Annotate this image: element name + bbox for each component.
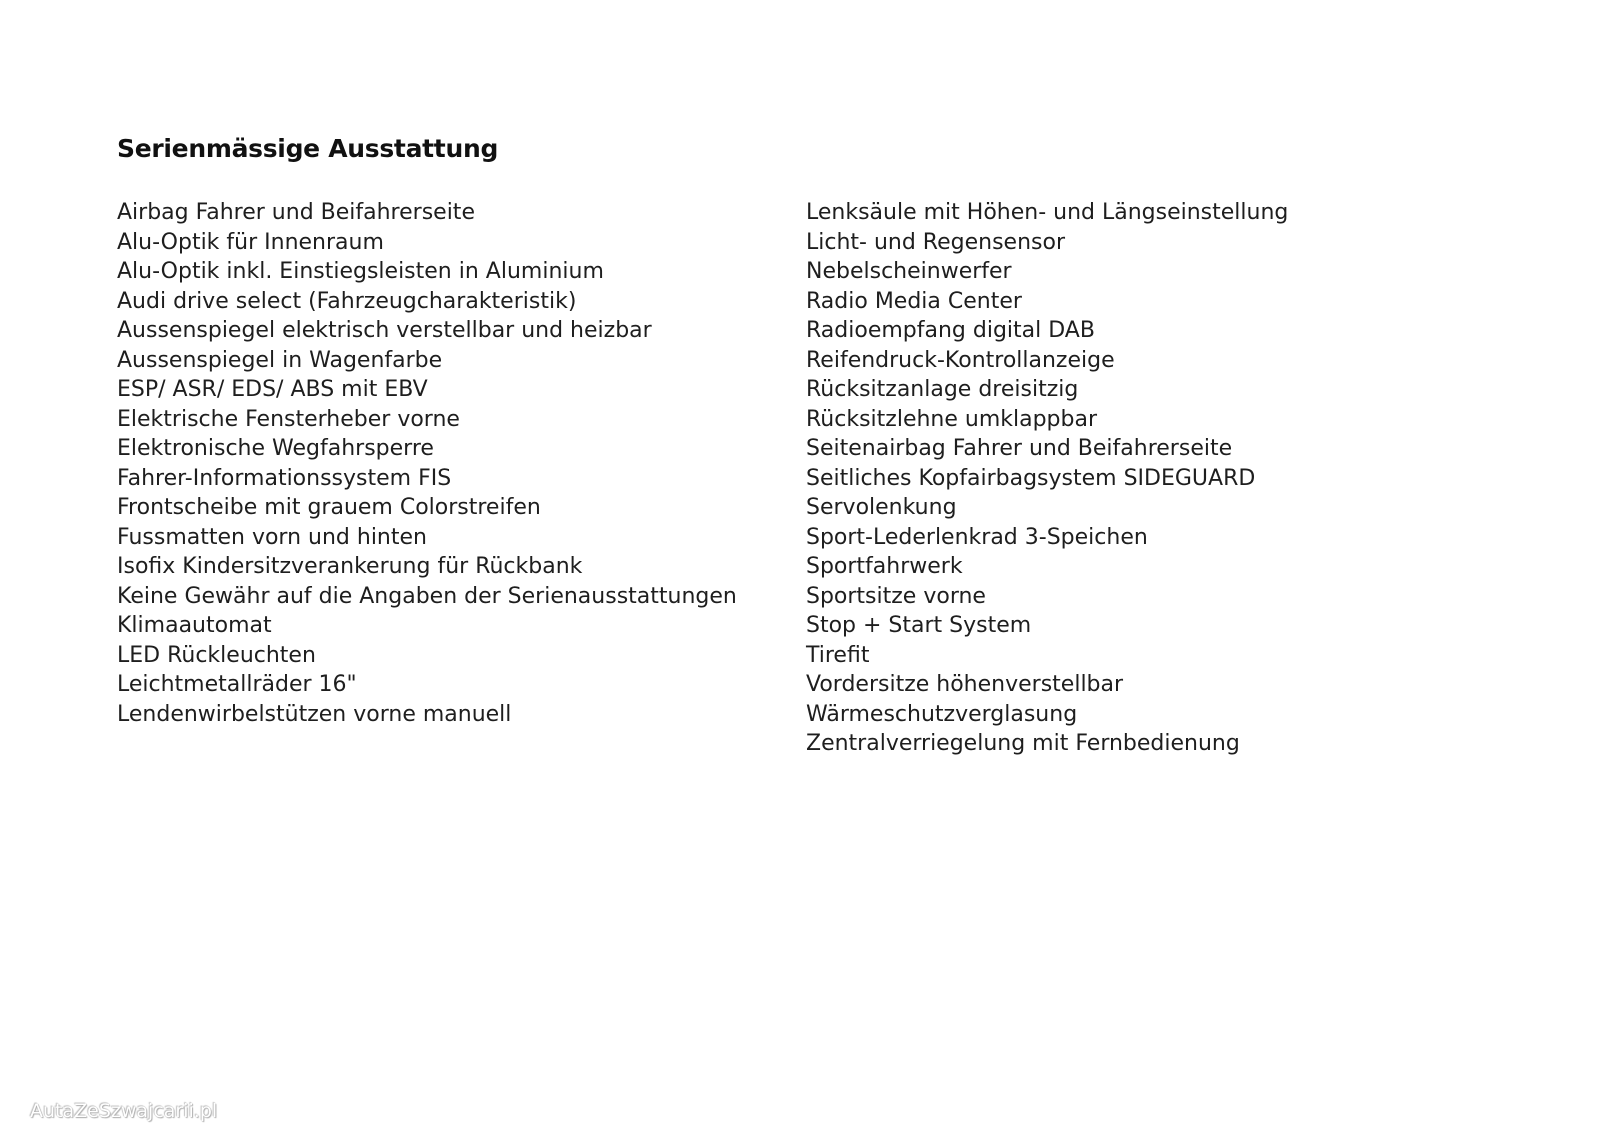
- watermark: AutaZeSzwajcarii.pl: [30, 1100, 218, 1122]
- page-title: Serienmässige Ausstattung: [117, 134, 499, 163]
- list-item: Leichtmetallräder 16": [117, 672, 357, 697]
- list-item: LED Rückleuchten: [117, 642, 316, 668]
- list-item: Audi drive select (Fahrzeugcharakteristik): [117, 288, 577, 314]
- list-item: Sportfahrwerk: [806, 554, 963, 579]
- list-item: Stop + Start System: [806, 613, 1032, 638]
- list-item: Zentralverriegelung mit Fernbedienung: [806, 731, 1240, 756]
- list-item: Fahrer-Informationssystem FIS: [117, 465, 452, 491]
- list-item: Wärmeschutzverglasung: [806, 701, 1078, 727]
- list-item: Aussenspiegel elektrisch verstellbar und heizbar: [117, 318, 652, 343]
- list-item: Isofix Kindersitzverankerung für Rückbank: [117, 554, 583, 579]
- list-item: Lendenwirbelstützen vorne manuell: [117, 701, 512, 727]
- list-item: Tirefit: [806, 642, 870, 668]
- list-item: Nebelscheinwerfer: [806, 259, 1012, 284]
- list-item: Seitliches Kopfairbagsystem SIDEGUARD: [806, 465, 1256, 491]
- list-item: Seitenairbag Fahrer und Beifahrerseite: [806, 436, 1233, 461]
- feature-list-left: [117, 198, 737, 729]
- list-item: Servolenkung: [806, 495, 957, 520]
- list-item: Reifendruck-Kontrollanzeige: [806, 347, 1115, 373]
- list-item: Rücksitzlehne umklappbar: [806, 406, 1098, 432]
- list-item: Aussenspiegel in Wagenfarbe: [117, 347, 443, 373]
- list-item: Sportsitze vorne: [806, 583, 986, 609]
- list-item: Klimaautomat: [117, 613, 272, 638]
- list-item: ESP/ ASR/ EDS/ ABS mit EBV: [117, 377, 428, 402]
- list-item: Lenksäule mit Höhen- und Längseinstellung: [806, 200, 1289, 225]
- list-item: Radioempfang digital DAB: [806, 318, 1095, 343]
- list-item: Elektronische Wegfahrsperre: [117, 436, 434, 461]
- list-item: Vordersitze höhenverstellbar: [806, 672, 1124, 697]
- list-item: Frontscheibe mit grauem Colorstreifen: [117, 495, 541, 520]
- list-item: Alu-Optik inkl. Einstiegsleisten in Aluminium: [117, 259, 604, 284]
- list-item: Alu-Optik für Innenraum: [117, 229, 384, 255]
- list-item: Rücksitzanlage dreisitzig: [806, 377, 1079, 402]
- list-item: Airbag Fahrer und Beifahrerseite: [117, 200, 475, 225]
- list-item: Sport-Lederlenkrad 3-Speichen: [806, 524, 1148, 550]
- list-item: Licht- und Regensensor: [806, 229, 1065, 255]
- list-item: Keine Gewähr auf die Angaben der Serienausstattungen: [117, 583, 737, 609]
- list-item: Radio Media Center: [806, 288, 1022, 314]
- list-item: Elektrische Fensterheber vorne: [117, 406, 460, 432]
- list-item: Fussmatten vorn und hinten: [117, 524, 427, 550]
- feature-list-right: [806, 198, 1288, 759]
